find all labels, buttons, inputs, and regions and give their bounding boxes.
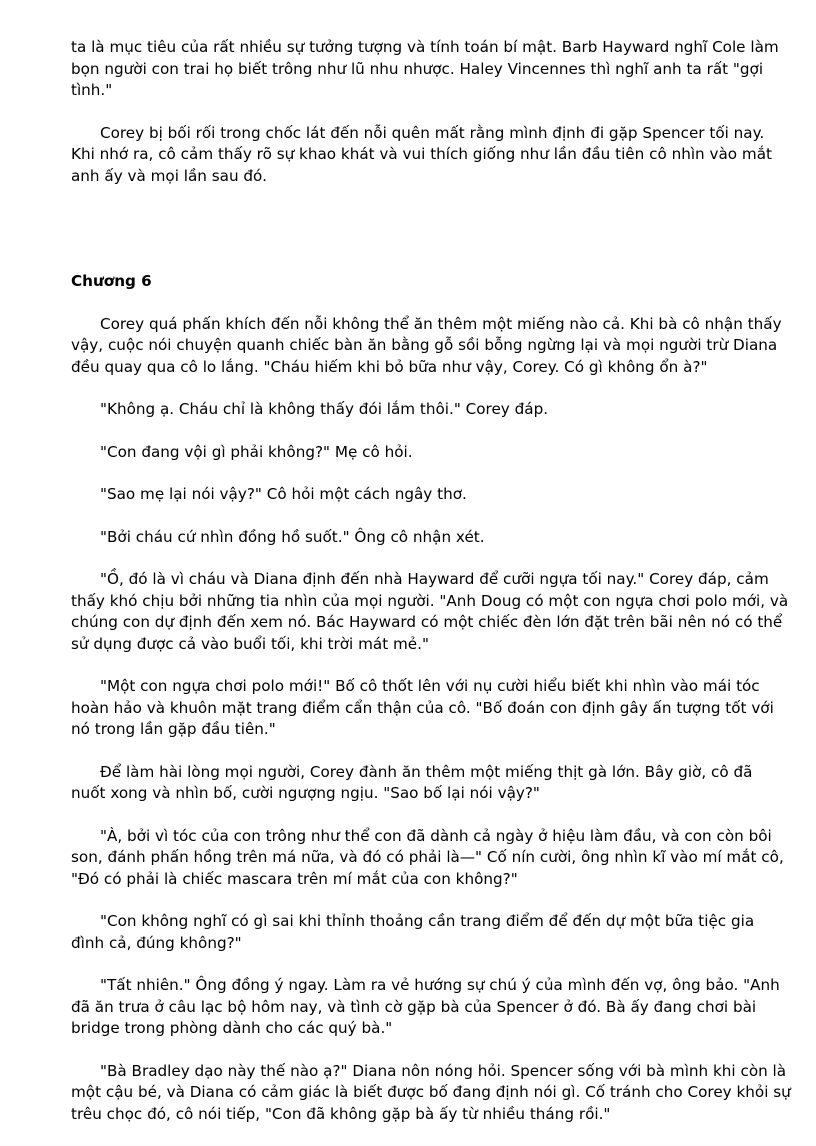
paragraph: "À, bởi vì tóc của con trông như thể con đã dành cả ngày ở hiệu làm đầu, và con còn bôi son, đánh phấn hồng trên má nữa, và đó có phải là—" Cố nín cười, ông nhìn kĩ vào mí mắt cô, "Đó có phải là chiếc mascara trên mí mắt của con không?" [71, 826, 784, 888]
paragraph: "Tất nhiên." Ông đồng ý ngay. Làm ra vẻ hướng sự chú ý của mình đến vợ, ông bảo. "Anh đã ăn trưa ở câu lạc bộ hôm nay, và tình cờ gặp bà của Spencer ở đó. Bà ấy đang chơi bài bridge trong phòng dành cho các quý bà." [71, 976, 780, 1037]
paragraph: "Ồ, đó là vì cháu và Diana định đến nhà Hayward để cưỡi ngựa tối nay." Corey đáp, cảm thấy khó chịu bởi những tia nhìn của mọi người. "Anh Doug có một con ngựa chơi polo mới, và chúng con dự định đến xem nó. Bác Hayward có một chiếc đèn lớn đặt trên bãi nên nó có thể sử dụng được cả vào buổi tối, khi trời mát mẻ." [71, 570, 789, 653]
paragraph: "Bà Bradley dạo này thế nào ạ?" Diana nôn nóng hỏi. Spencer sống với bà mình khi còn là một cậu bé, và Diana có cảm giác là biết được bố đang định nói gì. Cố tránh cho Corey khỏi sự trêu chọc đó, cô nói tiếp, "Con đã không gặp bà ấy từ nhiều tháng rồi." [71, 1061, 791, 1123]
paragraph: "Không ạ. Cháu chỉ là không thấy đói lắm thôi." Corey đáp. [100, 400, 549, 418]
paragraph: "Một con ngựa chơi polo mới!" Bố cô thốt lên với nụ cười hiểu biết khi nhìn vào mái tóc hoàn hảo và khuôn mặt trang điểm cẩn thận của cô. "Bố đoán con định gây ấn tượng tốt với nó trong lần gặp đầu tiên." [71, 677, 774, 738]
paragraph: "Con không nghĩ có gì sai khi thỉnh thoảng cần trang điểm để đến dự một bữa tiệc gia đình cả, đúng không?" [71, 912, 755, 952]
spacer [71, 208, 791, 229]
paragraph: "Bởi cháu cứ nhìn đồng hồ suốt." Ông cô nhận xét. [100, 527, 485, 546]
paragraph: "Sao mẹ lại nói vậy?" Cô hỏi một cách ngây thơ. [100, 485, 467, 503]
document-page [71, 37, 791, 1146]
paragraph: Corey quá phấn khích đến nỗi không thể ăn thêm một miếng nào cả. Khi bà cô nhận thấy vậy, cuộc nói chuyện quanh chiếc bàn ăn bằng gỗ sồi bỗng ngừng lại và mọi người trừ Diana đều quay qua cô lo lắng. "Cháu hiếm khi bỏ bữa như vậy, Corey. Có gì không ổn à?" [71, 314, 782, 376]
paragraph: ta là mục tiêu của rất nhiều sự tưởng tượng và tính toán bí mật. Barb Hayward nghĩ Cole làm bọn người con trai họ biết trông như lũ nhu nhược. Haley Vincennes thì nghĩ anh ta rất "gợi tình." [71, 38, 779, 99]
paragraph: "Con đang vội gì phải không?" Mẹ cô hỏi. [100, 442, 413, 461]
paragraph [71, 123, 791, 188]
chapter-heading: Chương 6 [71, 272, 152, 290]
paragraph-text: Corey bị bối rối trong chốc lát đến nỗi quên mất rằng mình định đi gặp Spencer tối nay. Khi nhớ ra, cô cảm thấy rõ sự khao khát và vui thích giống như lần đầu tiên cô nhìn vào mắt anh ấy và mọi lần sau đó. [71, 123, 772, 185]
paragraph: Để làm hài lòng mọi người, Corey đành ăn thêm một miếng thịt gà lớn. Bây giờ, cô đã nuốt xong và nhìn bố, cười ngượng ngịu. "Sao bố lại nói vậy?" [71, 762, 753, 802]
